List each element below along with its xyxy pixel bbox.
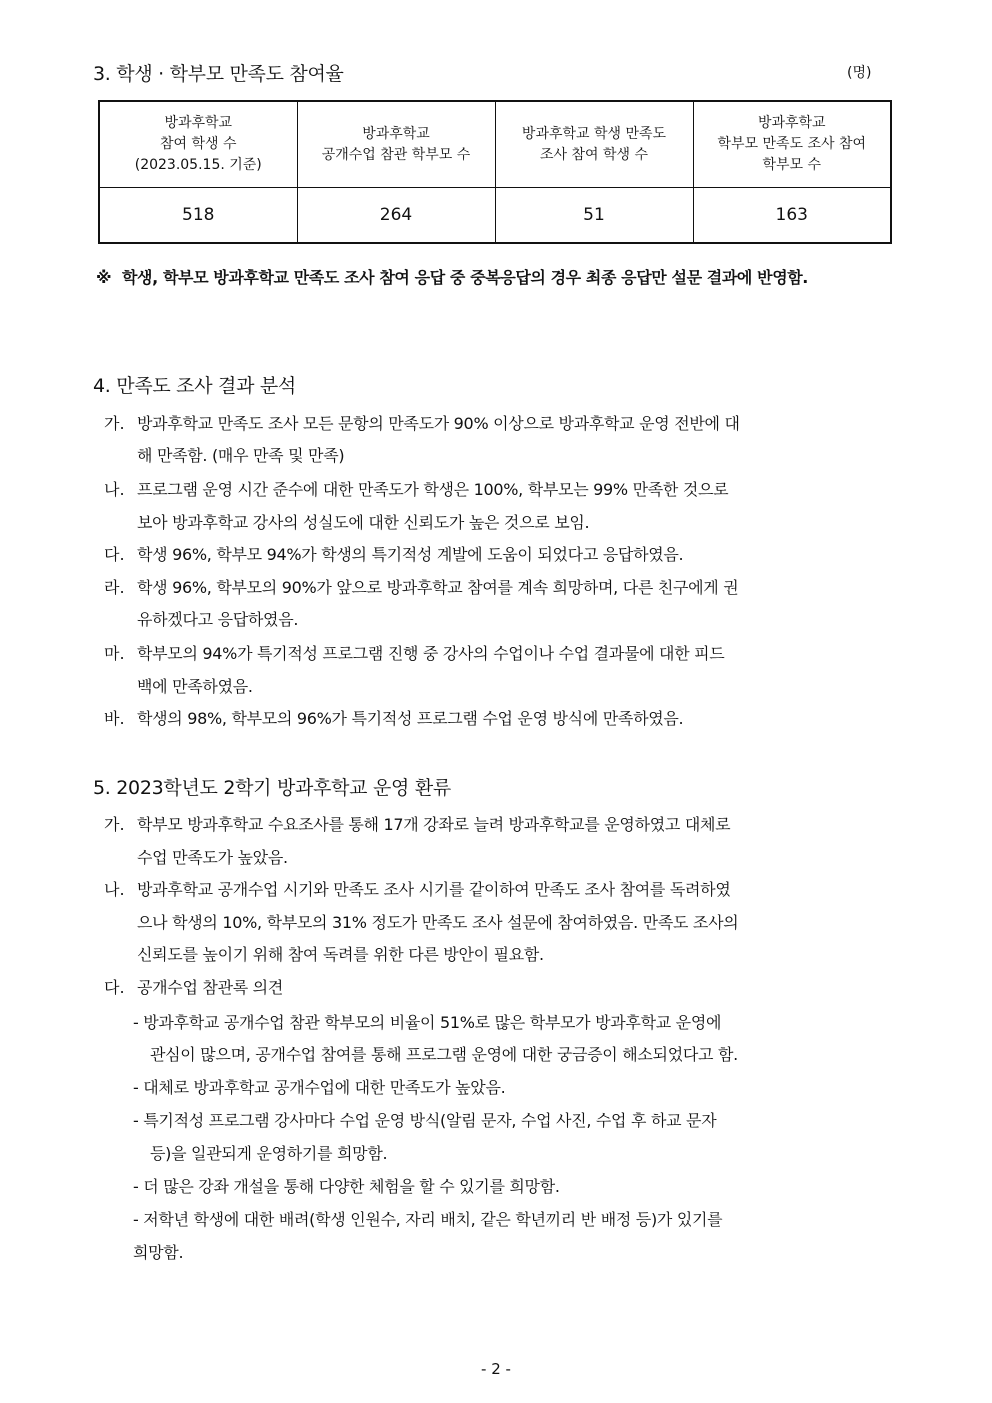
value-cell-students: 518 (99, 188, 297, 244)
section-3-title: 3. 학생 · 학부모 만족도 참여율 (93, 63, 344, 85)
value-cell-survey-parents: 163 (693, 188, 891, 244)
header-cell-students: 방과후학교 참여 학생 수 (2023.05.15. 기준) (99, 101, 297, 188)
section-4-title: 4. 만족도 조사 결과 분석 (93, 375, 296, 397)
item-label: 다. (104, 978, 125, 997)
item-text-line: 해 만족함. (매우 만족 및 만족) (137, 446, 345, 465)
section-5-title: 5. 2023학년도 2학기 방과후학교 운영 환류 (93, 777, 451, 799)
bullet-line: - 더 많은 강좌 개설을 통해 다양한 체험을 할 수 있기를 희망함. (133, 1177, 560, 1196)
item-text-line: 방과후학교 만족도 조사 모든 문항의 만족도가 90% 이상으로 방과후학교 운영 전반에 대 (137, 414, 740, 433)
table-row (99, 188, 891, 244)
item-text-line: 신뢰도를 높이기 위해 참여 독려를 위한 다른 방안이 필요함. (137, 945, 544, 964)
header-cell-open-class-parents: 방과후학교 공개수업 참관 학부모 수 (297, 101, 495, 188)
item-text-line: 보아 방과후학교 강사의 성실도에 대한 신뢰도가 높은 것으로 보임. (137, 513, 590, 532)
item-label: 나. (104, 880, 125, 899)
item-text-line: 프로그램 운영 시간 준수에 대한 만족도가 학생은 100%, 학부모는 99% 만족한 것으로 (137, 480, 729, 499)
item-label: 가. (104, 815, 125, 834)
bullet-line: - 대체로 방과후학교 공개수업에 대한 만족도가 높았음. (133, 1078, 506, 1097)
item-text-line: 으나 학생의 10%, 학부모의 31% 정도가 만족도 조사 설문에 참여하였음. 만족도 조사의 (137, 913, 739, 932)
bullet-line: - 방과후학교 공개수업 참관 학부모의 비율이 51%로 많은 학부모가 방과후학교 운영에 (133, 1013, 722, 1032)
page-number: - 2 - (481, 1360, 511, 1378)
item-text-line: 공개수업 참관록 의견 (137, 978, 283, 997)
table-header-row (99, 101, 891, 188)
item-label: 다. (104, 545, 125, 564)
unit-label: (명) (847, 65, 872, 81)
bullet-line: 관심이 많으며, 공개수업 참여를 통해 프로그램 운영에 대한 궁금증이 해소되었다고 함. (150, 1045, 738, 1064)
value-cell-survey-students: 51 (495, 188, 693, 244)
item-label: 마. (104, 644, 125, 663)
note-paragraph (96, 262, 898, 294)
item-text-line: 백에 만족하였음. (137, 677, 253, 696)
bullet-line: 등)을 일관되게 운영하기를 희망함. (150, 1144, 388, 1163)
header-cell-survey-parents: 방과후학교 학부모 만족도 조사 참여 학부모 수 (693, 101, 891, 188)
item-text-line: 유하겠다고 응답하였음. (137, 610, 299, 629)
item-label: 나. (104, 480, 125, 499)
item-text-line: 학생의 98%, 학부모의 96%가 특기적성 프로그램 수업 운영 방식에 만족하였음. (137, 709, 684, 728)
participation-table (98, 100, 892, 244)
item-text-line: 학부모 방과후학교 수요조사를 통해 17개 강좌로 늘려 방과후학교를 운영하였고 대체로 (137, 815, 731, 834)
item-label: 바. (104, 709, 125, 728)
header-cell-survey-students: 방과후학교 학생 만족도 조사 참여 학생 수 (495, 101, 693, 188)
bullet-line: - 저학년 학생에 대한 배려(학생 인원수, 자리 배치, 같은 학년끼리 반 배정 등)가 있기를 (133, 1210, 723, 1229)
reference-mark: ※ (96, 268, 112, 287)
item-text-line: 학부모의 94%가 특기적성 프로그램 진행 중 강사의 수업이나 수업 결과물에 대한 피드 (137, 644, 725, 663)
item-label: 가. (104, 414, 125, 433)
bullet-line: 희망함. (133, 1243, 184, 1262)
item-text-line: 수업 만족도가 높았음. (137, 848, 288, 867)
item-text-line: 학생 96%, 학부모 94%가 학생의 특기적성 계발에 도움이 되었다고 응답하였음. (137, 545, 684, 564)
item-text-line: 학생 96%, 학부모의 90%가 앞으로 방과후학교 참여를 계속 희망하며, 다른 친구에게 권 (137, 578, 739, 597)
value-cell-open-class-parents: 264 (297, 188, 495, 244)
item-text-line: 방과후학교 공개수업 시기와 만족도 조사 시기를 같이하여 만족도 조사 참여를 독려하였 (137, 880, 731, 899)
bullet-line: - 특기적성 프로그램 강사마다 수업 운영 방식(알림 문자, 수업 사진, 수업 후 하교 문자 (133, 1111, 717, 1130)
item-label: 라. (104, 578, 125, 597)
note-text: 학생, 학부모 방과후학교 만족도 조사 참여 응답 중 중복응답의 경우 최종 응답만 설문 결과에 반영함. (122, 268, 808, 287)
